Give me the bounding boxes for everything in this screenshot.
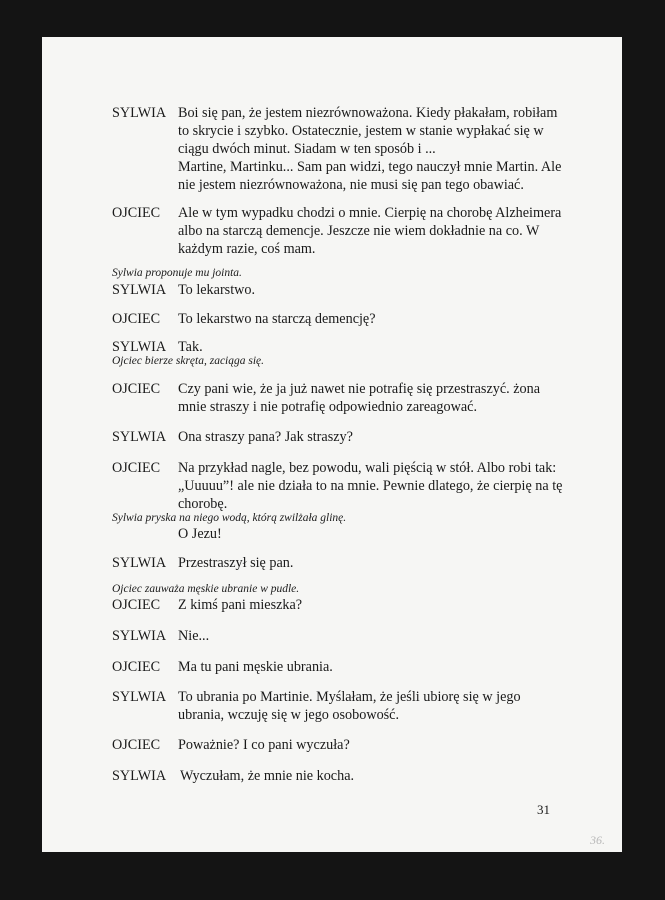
dialogue-line: Martine, Martinku... Sam pan widzi, tego nauczył mnie Martin. Ale <box>178 159 562 175</box>
document-page <box>42 37 622 852</box>
dialogue-line: chorobę. <box>178 496 228 512</box>
dialogue-line: ubrania, wczuję się w jego osobowość. <box>178 707 400 723</box>
speaker-name: OJCIEC <box>112 381 161 397</box>
dialogue-line: O Jezu! <box>178 526 222 542</box>
dialogue-line: Ale w tym wypadku chodzi o mnie. Cierpię na chorobę Alzheimera <box>178 205 562 221</box>
speaker-name: SYLWIA <box>112 689 167 705</box>
dialogue-line: Czy pani wie, że ja już nawet nie potrafię się przestraszyć. żona <box>178 381 541 397</box>
speaker-name: OJCIEC <box>112 205 161 221</box>
speaker-name: OJCIEC <box>112 311 161 327</box>
dialogue-line: Nie... <box>178 628 210 644</box>
dialogue-line: Ma tu pani męskie ubrania. <box>178 659 333 675</box>
dialogue-line: nie jestem niezrównoważona, nie musi się pan tego obawiać. <box>178 177 524 193</box>
dialogue-line: to skrycie i szybko. Ostatecznie, jestem w stanie wypłakać się w <box>178 123 544 139</box>
speaker-name: SYLWIA <box>112 628 167 644</box>
speaker-name: SYLWIA <box>112 339 167 355</box>
stage-direction: Sylwia proponuje mu jointa. <box>112 267 242 279</box>
dialogue-line: Tak. <box>178 339 203 355</box>
speaker-name: OJCIEC <box>112 659 161 675</box>
speaker-name: SYLWIA <box>112 768 167 784</box>
stage-direction: Sylwia pryska na niego wodą, którą zwilżała glinę. <box>112 512 347 524</box>
dialogue-line: Na przykład nagle, bez powodu, wali pięścią w stół. Albo robi tak: <box>178 460 557 476</box>
speaker-name: SYLWIA <box>112 105 167 121</box>
pencil-annotation: 36. <box>590 833 605 847</box>
dialogue-line: każdym razie, coś mam. <box>178 241 316 257</box>
stage-direction: Ojciec zauważa męskie ubranie w pudle. <box>112 583 300 595</box>
speaker-name: SYLWIA <box>112 555 167 571</box>
dialogue-line: mnie straszy i nie potrafię odpowiednio zareagować. <box>178 399 478 415</box>
page-number: 31 <box>537 802 550 817</box>
dialogue-line: Przestraszył się pan. <box>178 555 294 571</box>
speaker-name: OJCIEC <box>112 460 161 476</box>
speaker-name: OJCIEC <box>112 597 161 613</box>
speaker-name: SYLWIA <box>112 282 167 298</box>
dialogue-line: Poważnie? I co pani wyczuła? <box>178 737 350 753</box>
dialogue-line: albo na starczą demencje. Jeszcze nie wiem dokładnie na co. W <box>178 223 540 239</box>
dialogue-line: To lekarstwo na starczą demencję? <box>178 311 376 327</box>
dialogue-line: Ona straszy pana? Jak straszy? <box>178 429 353 445</box>
dialogue-line: Boi się pan, że jestem niezrównoważona. Kiedy płakałam, robiłam <box>178 105 558 121</box>
dialogue-line: Wyczułam, że mnie nie kocha. <box>180 768 355 784</box>
stage-direction: Ojciec bierze skręta, zaciąga się. <box>112 355 265 367</box>
dialogue-line: ciągu dwóch minut. Siadam w ten sposób i ... <box>178 141 436 157</box>
dialogue-line: To ubrania po Martinie. Myślałam, że jeśli ubiorę się w jego <box>178 689 521 705</box>
speaker-name: SYLWIA <box>112 429 167 445</box>
dialogue-line: „Uuuuu”! ale nie działa to na mnie. Pewnie dlatego, że cierpię na tę <box>178 478 563 494</box>
dialogue-line: To lekarstwo. <box>178 282 256 298</box>
speaker-name: OJCIEC <box>112 737 161 753</box>
dialogue-line: Z kimś pani mieszka? <box>178 597 303 613</box>
